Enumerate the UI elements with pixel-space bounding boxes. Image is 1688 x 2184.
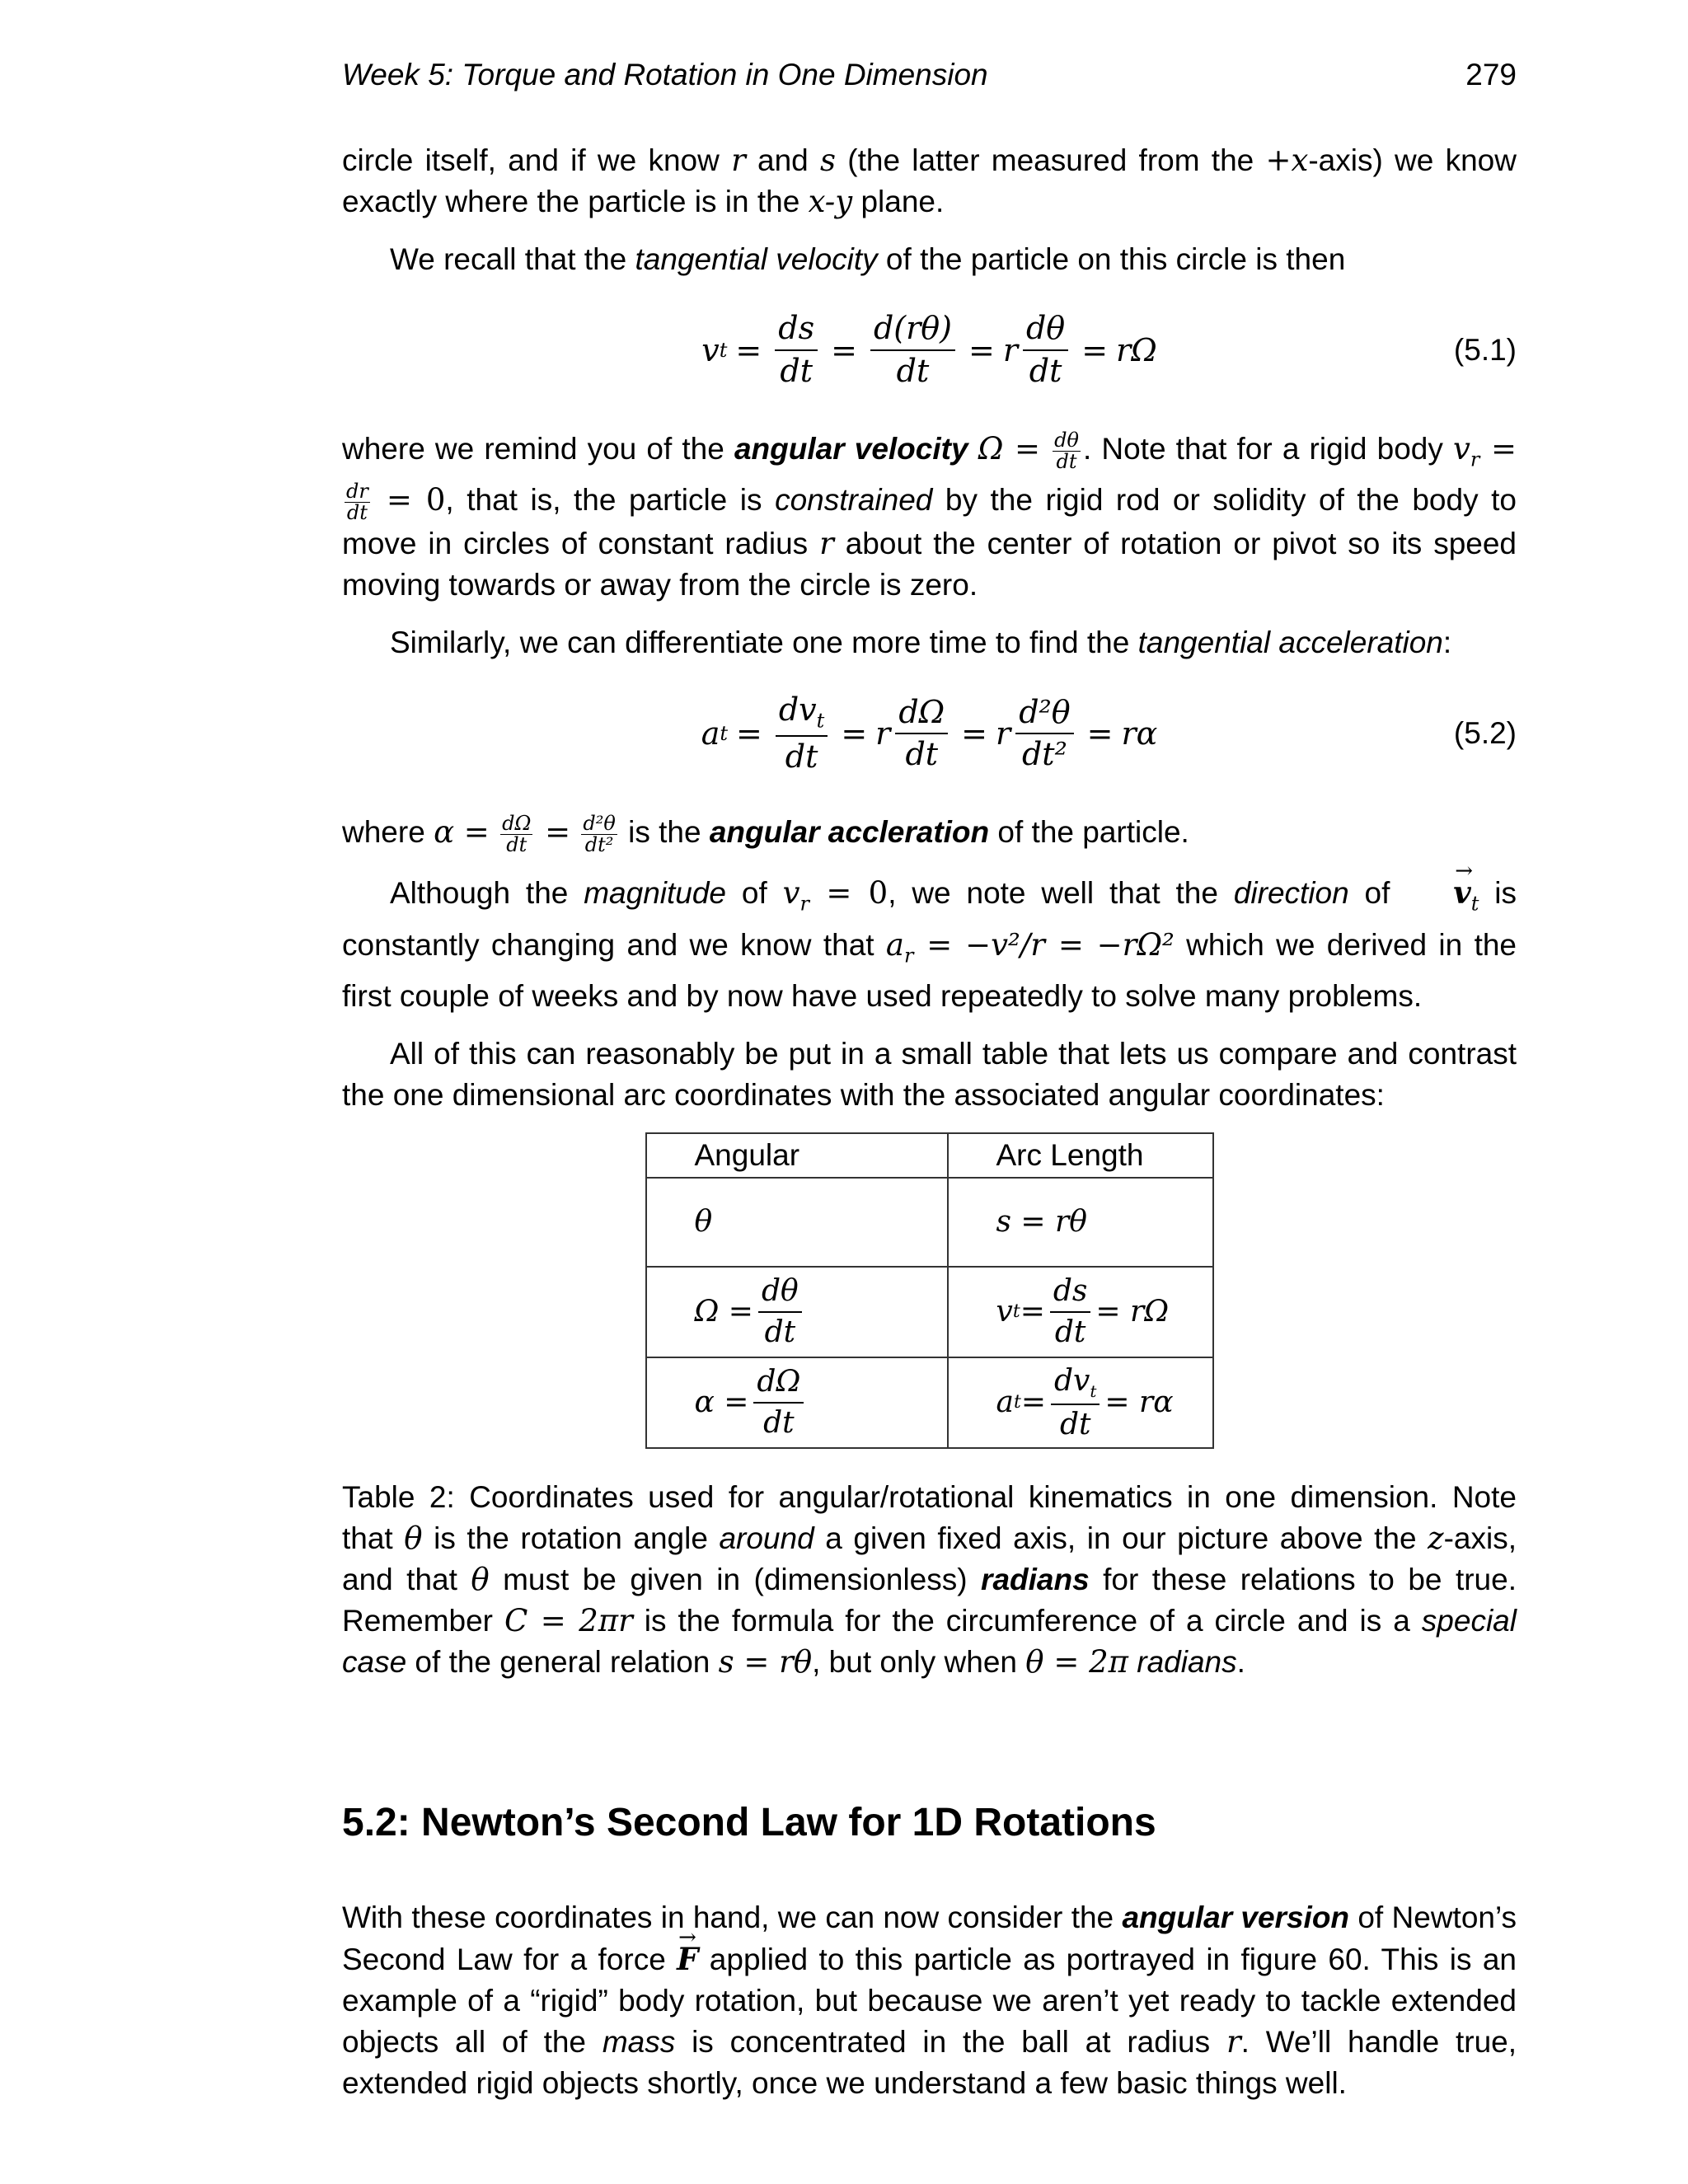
table-cell-at: a t = $\frac{dv_t}{dt}$ = rα [948, 1357, 1213, 1448]
equation-5-1: v t = $\frac{ds}{dt}$ = $\frac{d(r\theta)}{dt}$ = r $\frac{d\theta}{dt}$ = rΩ (5.1) [701, 310, 1517, 389]
paragraph-angular-velocity: where we remind you of the angular velocity Ω = $\frac{d\theta}{dt}$ . Note that for a rigid body $v_r$ = $\frac{dr}{dt}$ = 0, that is, the particle is constrained by the rigid rod or solidity of the body to move in circles of constant radius r about the center of rotation or pivot so its speed moving towards or away from the circle is zero. [342, 428, 1517, 602]
table-cell-theta: θ [646, 1178, 948, 1267]
table-row [646, 1178, 1213, 1267]
table-row [646, 1267, 1213, 1357]
table-cell-vt: v t = $\frac{ds}{dt}$ = rΩ [948, 1267, 1213, 1357]
table-cell-alpha: α = $\frac{d\Omega}{dt}$ [646, 1357, 948, 1448]
running-header [342, 58, 1517, 109]
paragraph-tangential-acceleration-intro: Similarly, we can differentiate one more time to find the tangential acceleration: [390, 626, 1452, 660]
page [342, 58, 1517, 2121]
header-title: Week 5: Torque and Rotation in One Dimension [342, 58, 988, 91]
table-caption: Table 2: Coordinates used for angular/rotational kinematics in one dimension. Note that θ is the rotation angle around a given fixed axis, in our picture above the z-axis, and that θ must be given in (dimensionless) radians for these relations to be true. Remember C = 2πr is the formula for the circumference of a circle and is a special case of the general relation s = rθ, but only when θ = 2π radians. [342, 1479, 1517, 1680]
table-cell-arc: s = rθ [948, 1178, 1213, 1267]
paragraph-table-intro: All of this can reasonably be put in a small table that lets us compare and contrast the one dimensional arc coordinates with the associated angular coordinates: [342, 1036, 1517, 1112]
page-number: 279 [1465, 58, 1517, 91]
table-header-angular: Angular [646, 1133, 948, 1178]
paragraph-newton-second-law: With these coordinates in hand, we can now consider the angular version of Newton’s Second Law for a force → F applied to this particle as portrayed in figure 60. This is an example of a “rigid” body rotation, but because we aren’t yet ready to tackle extended objects all of the mass is concentrated in the ball at radius r. We’ll handle true, extended rigid objects shortly, once we understand a few basic things well. [342, 1897, 1517, 2104]
paragraph-circle-position: circle itself, and if we know r and s (the latter measured from the +x-axis) we know exactly where the particle is in the x-y plane. [342, 143, 1517, 219]
equation-number: (5.1) [1453, 333, 1517, 367]
paragraph-tangential-velocity-intro: We recall that the tangential velocity of the particle on this circle is then [390, 242, 1346, 276]
table-header-row [646, 1133, 1213, 1178]
table-container [342, 1132, 1517, 1449]
table-header-arc-length: Arc Length [948, 1133, 1213, 1178]
paragraph-centripetal: Although the magnitude of $v_r = 0$, we note well that the direction of → $v_t$ is constantly changing and we know that $a_r = -v^2/r = -r\Omega^2$ which we derived in the first couple of weeks and by now have used repeatedly to solve many problems. [342, 872, 1517, 1017]
equation-number: (5.2) [1453, 716, 1517, 751]
table-row [646, 1357, 1213, 1448]
section-heading: 5.2: Newton’s Second Law for 1D Rotations [342, 1800, 1156, 1844]
paragraph-angular-acceleration: where α = $\frac{d\Omega}{dt}$ = $\frac{\text{d²θ}}{\text{dt²}}$ is the angular accleration of the particle. [342, 811, 1189, 857]
table-cell-omega: Ω = $\frac{d\theta}{dt}$ [646, 1267, 948, 1357]
equation-5-2: a t = $\frac{dv_t}{dt}$ = r $\frac{d\Omega}{dt}$ = r $\frac{\text{d²θ}}{\text{dt²}}$ = rα (5.2) [701, 691, 1517, 775]
coordinates-table [645, 1132, 1214, 1449]
